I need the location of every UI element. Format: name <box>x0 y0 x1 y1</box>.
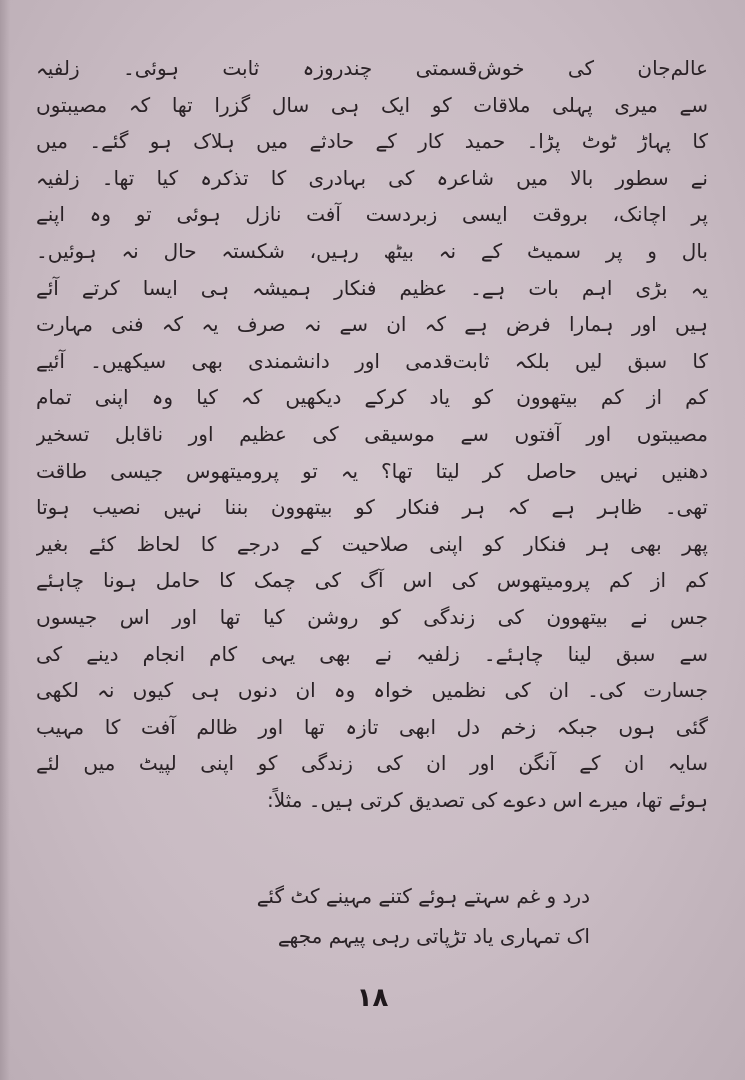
verse-line: درد و غم سہتے ہوئے کتنے مہینے کٹ گئے <box>256 884 590 908</box>
paragraph-line: کم از کم پرومیتھوس کی اس آگ کی چمک کا حامل ہونا چاہئے <box>36 568 708 593</box>
paragraph-line: عالم‌جان کی خوش‌قسمتی چندروزہ ثابت ہوئی۔ زلفیہ <box>36 56 708 80</box>
paragraph-line: ہوئے تھا، میرے اس دعوے کی تصدیق کرتی ہیں۔ مثلاً: <box>266 787 708 812</box>
paragraph-line: نے سطور بالا میں شاعرہ کی بہادری کا تذکرہ کیا تھا۔ زلفیہ <box>36 165 708 190</box>
paragraph-line: کا سبق لیں بلکہ ثابت‌قدمی اور دانشمندی بھی سیکھیں۔ آئیے <box>36 348 708 373</box>
paragraph-line: تھی۔ ظاہر ہے کہ ہر فنکار کو بیتھوون بننا نہیں نصیب ہوتا <box>36 495 708 520</box>
paragraph-line: جس نے بیتھوون کی زندگی کو روشن کیا تھا اور اس جیسوں <box>36 604 708 629</box>
paragraph-line: گئی ہوں جبکہ زخم دل ابھی تازہ تھا اور ظالم آفت کا مہیب <box>36 714 708 739</box>
paragraph-line: پر اچانک، بروقت ایسی زبردست آفت نازل ہوئی تو وہ اپنے <box>36 202 708 227</box>
paragraph-line: سایہ ان کے آنگن اور ان کی زندگی کو اپنی لپیٹ میں لئے <box>36 751 708 776</box>
page-number: ۱۸ <box>356 983 389 1013</box>
paragraph-line: بال و پر سمیٹ کے نہ بیٹھ رہیں، شکستہ حال نہ ہوئیں۔ <box>36 238 708 263</box>
paragraph <box>36 50 708 818</box>
paragraph-line: کم از کم بیتھوون کو یاد کرکے دیکھیں کہ کیا وہ اپنی تمام <box>36 385 708 410</box>
paragraph-line: جسارت کی۔ ان کی نظمیں خواہ وہ ان دنوں ہی کیوں نہ لکھی <box>36 678 708 703</box>
paragraph-line: سے میری پہلی ملاقات کو ایک ہی سال گزرا تھا کہ مصیبتوں <box>36 92 708 117</box>
paragraph-line: مصیبتوں اور آفتوں سے موسیقی کی عظیم اور ناقابل تسخیر <box>36 421 708 446</box>
paragraph-line: دھنیں نہیں حاصل کر لیتا تھا؟ یہ تو پرومیتھوس جیسی طاقت <box>36 458 708 483</box>
paragraph-line: پھر بھی ہر فنکار کو اپنی صلاحیت کے درجے کا لحاظ کئے بغیر <box>36 531 708 556</box>
paragraph-line: سے سبق لینا چاہئے۔ زلفیہ نے بھی یہی کام انجام دینے کی <box>36 641 708 666</box>
verse-line: اک تمہاری یاد تڑپاتی رہی پیہم مجھے <box>277 924 590 948</box>
paragraph-line: کا پہاڑ ٹوٹ پڑا۔ حمید کار کے حادثے میں ہلاک ہو گئے۔ میں <box>36 129 708 154</box>
paragraph-line: یہ بڑی اہم بات ہے۔ عظیم فنکار ہمیشہ ہی ایسا کرتے آئے <box>36 275 708 300</box>
paragraph-line: ہیں اور ہمارا فرض ہے کہ ان سے نہ صرف یہ کہ فنی مہارت <box>36 312 708 337</box>
page-edge-shadow <box>0 0 10 1080</box>
